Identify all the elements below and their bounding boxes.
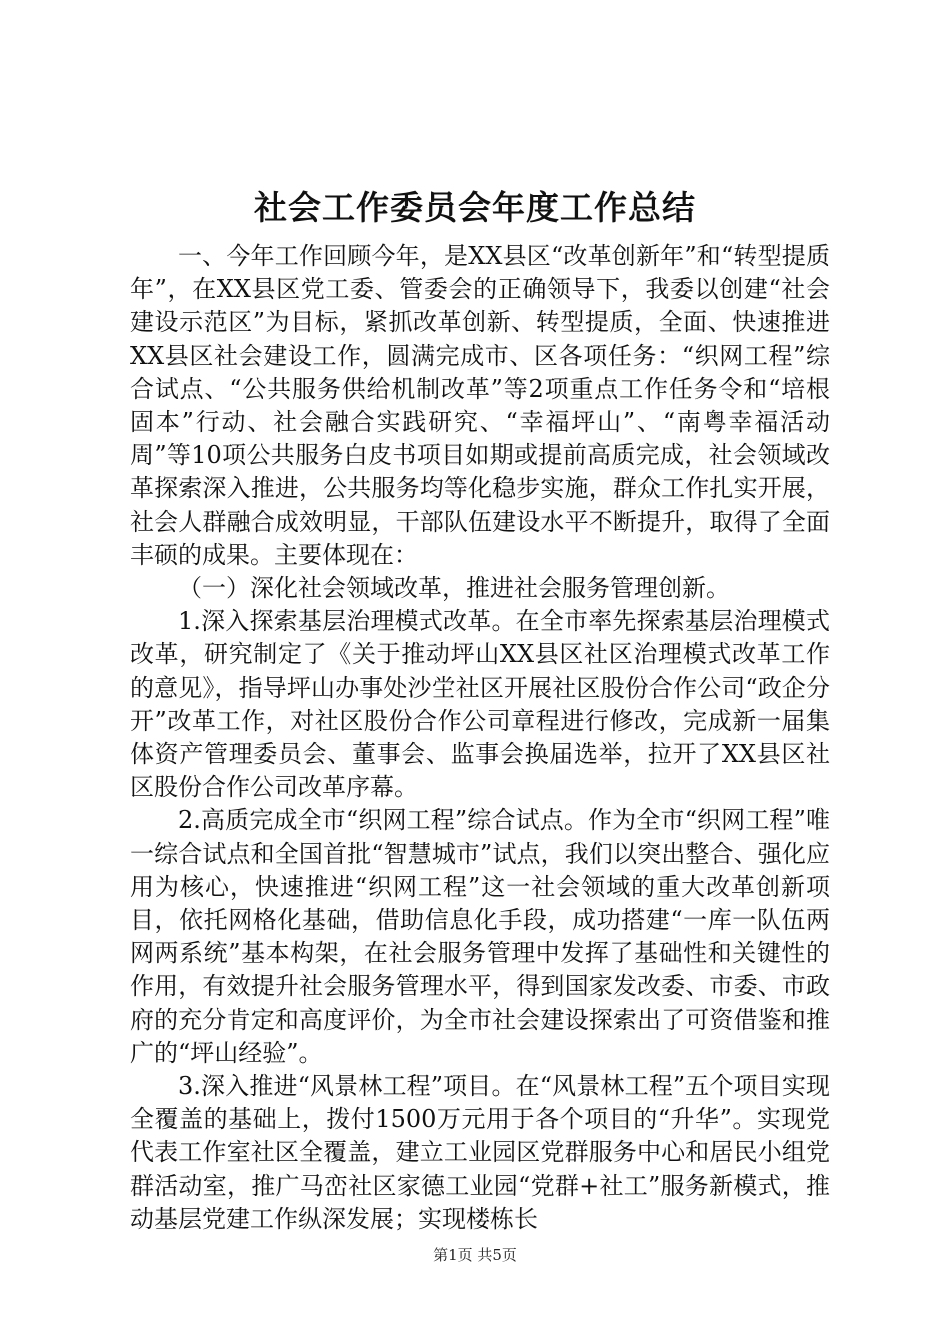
document-body — [130, 240, 830, 1236]
paragraph-review: 一、今年工作回顾今年，是XX县区“改革创新年”和“转型提质年”，在XX县区党工委、管委会的正确领导下，我委以创建“社会建设示范区”为目标，紧抓改革创新、转型提质，全面、快速推进XX县区社会建设工作，圆满完成市、区各项任务：“织网工程”综合试点、“公共服务供给机制改革”等2项重点工作任务令和“培根固本”行动、社会融合实践研究、“幸福坪山”、“南粤幸福活动周”等10项公共服务白皮书项目如期或提前高质完成，社会领域改革探索深入推进，公共服务均等化稳步实施，群众工作扎实开展，社会人群融合成效明显，干部队伍建设水平不断提升，取得了全面丰硕的成果。主要体现在： — [130, 242, 830, 569]
paragraph-item-1: 1.深入探索基层治理模式改革。在全市率先探索基层治理模式改革，研究制定了《关于推动坪山XX县区社区治理模式改革工作的意见》，指导坪山办事处沙坣社区开展社区股份合作公司“政企分开”改革工作，对社区股份合作公司章程进行修改，完成新一届集体资产管理委员会、董事会、监事会换届选举，拉开了XX县区社区股份合作公司改革序幕。 — [130, 607, 830, 802]
paragraph-item-3: 3.深入推进“风景林工程”项目。在“风景林工程”五个项目实现全覆盖的基础上，拨付1500万元用于各个项目的“升华”。实现党代表工作室社区全覆盖，建立工业园区党群服务中心和居民小组党群活动室，推广马峦社区家德工业园“党群+社工”服务新模式，推动基层党建工作纵深发展；实现楼栋长 — [130, 1072, 830, 1233]
document-title: 社会工作委员会年度工作总结 — [254, 188, 696, 227]
paragraph-section-heading: （一）深化社会领域改革，推进社会服务管理创新。 — [178, 574, 730, 603]
paragraph-item-2: 2.高质完成全市“织网工程”综合试点。作为全市“织网工程”唯一综合试点和全国首批“智慧城市”试点，我们以突出整合、强化应用为核心，快速推进“织网工程”这一社会领域的重大改革创新项目，依托网格化基础，借助信息化手段，成功搭建“一库一队伍两网两系统”基本构架，在社会服务管理中发挥了基础性和关键性的作用，有效提升社会服务管理水平，得到国家发改委、市委、市政府的充分肯定和高度评价，为全市社会建设探索出了可资借鉴和推广的“坪山经验”。 — [130, 806, 830, 1067]
page-number-footer: 第1页 共5页 — [433, 1246, 517, 1264]
